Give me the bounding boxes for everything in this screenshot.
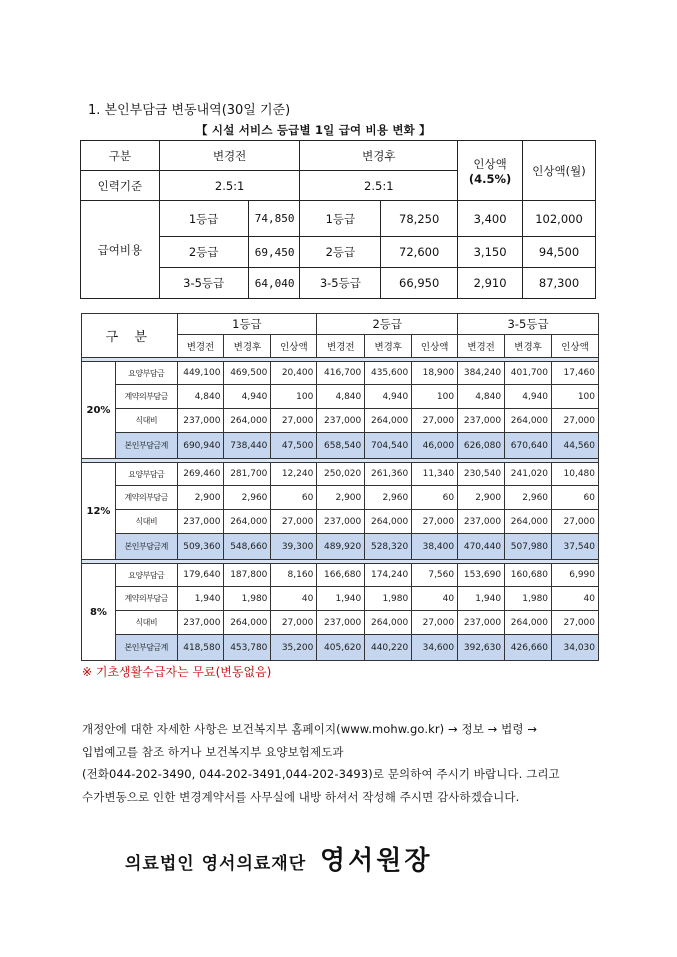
- value-cell: 44,560: [552, 433, 599, 459]
- value-cell: 4,840: [458, 385, 505, 409]
- grade-cost-table: [80, 140, 596, 299]
- table-row: [82, 362, 599, 385]
- rate-group-label: 12%: [82, 463, 116, 560]
- value-cell: 10,480: [552, 463, 599, 486]
- value-cell: 548,660: [224, 534, 271, 560]
- row-category: 본인부담금계: [115, 433, 177, 459]
- value-cell: 250,020: [317, 463, 365, 486]
- value-cell: 60: [271, 486, 317, 510]
- value-cell: 489,920: [317, 534, 365, 560]
- value-cell: 2,960: [505, 486, 552, 510]
- cost-after: 72,600: [381, 237, 458, 268]
- paragraph-line: 입법예고를 참조 하거나 보건복지부 요양보험제도과: [82, 744, 344, 759]
- paragraph-line: 수가변동으로 인한 변경계약서를 사무실에 내방 하셔서 작성해 주시면 감사하겠습니다.: [82, 789, 520, 804]
- cost-after: 78,250: [381, 201, 458, 237]
- table-row: [82, 486, 599, 510]
- subheader-cell: 변경전: [317, 335, 365, 358]
- value-cell: 470,440: [458, 534, 505, 560]
- value-cell: 264,000: [224, 611, 271, 635]
- value-cell: 528,320: [365, 534, 412, 560]
- grade-after: 3-5등급: [300, 268, 381, 299]
- info-paragraph: [82, 718, 642, 808]
- value-cell: 237,000: [458, 611, 505, 635]
- value-cell: 1,980: [505, 587, 552, 611]
- value-cell: 2,960: [365, 486, 412, 510]
- table-row: [82, 409, 599, 433]
- table-row: [82, 587, 599, 611]
- staff-before: 2.5:1: [159, 171, 300, 201]
- grade-header: 1등급: [177, 314, 317, 335]
- subheader-cell: 변경전: [458, 335, 505, 358]
- value-cell: 507,980: [505, 534, 552, 560]
- value-cell: 418,580: [177, 635, 224, 661]
- value-cell: 1,940: [317, 587, 365, 611]
- staff-label: 인력기준: [81, 171, 160, 201]
- value-cell: 670,640: [505, 433, 552, 459]
- value-cell: 264,000: [505, 510, 552, 534]
- value-cell: 1,940: [177, 587, 224, 611]
- value-cell: 1,980: [224, 587, 271, 611]
- cost-before: 74,850: [248, 201, 300, 237]
- grade-after: 2등급: [300, 237, 381, 268]
- value-cell: 1,940: [458, 587, 505, 611]
- row-category: 요양부담금: [115, 362, 177, 385]
- value-cell: 237,000: [177, 510, 224, 534]
- organization-name: 의료법인 영서의료재단: [125, 854, 307, 874]
- value-cell: 469,500: [224, 362, 271, 385]
- header-increase-month: 인상액(월): [523, 141, 596, 201]
- value-cell: 4,940: [365, 385, 412, 409]
- value-cell: 264,000: [505, 409, 552, 433]
- staff-after: 2.5:1: [300, 171, 458, 201]
- grade-before: 2등급: [159, 237, 248, 268]
- row-category: 계약의부담금: [115, 486, 177, 510]
- value-cell: 35,200: [271, 635, 317, 661]
- value-cell: 100: [552, 385, 599, 409]
- table-row: [82, 611, 599, 635]
- rate-group-label: 20%: [82, 362, 116, 459]
- value-cell: 237,000: [177, 611, 224, 635]
- value-cell: 153,690: [458, 564, 505, 587]
- row-category: 요양부담금: [115, 463, 177, 486]
- value-cell: 230,540: [458, 463, 505, 486]
- paragraph-line: 개정안에 대한 자세한 사항은 보건복지부 홈페이지(www.mohw.go.kr) → 정보 → 법령 →: [82, 722, 538, 736]
- cost-increase: 3,400: [458, 201, 523, 237]
- value-cell: 34,030: [552, 635, 599, 661]
- value-cell: 47,500: [271, 433, 317, 459]
- header-gubun: 구 분: [82, 314, 178, 358]
- subheader-cell: 인상액: [271, 335, 317, 358]
- value-cell: 40: [552, 587, 599, 611]
- value-cell: 1,980: [365, 587, 412, 611]
- value-cell: 2,900: [317, 486, 365, 510]
- cost-increase-month: 87,300: [523, 268, 596, 299]
- cost-increase: 2,910: [458, 268, 523, 299]
- value-cell: 37,540: [552, 534, 599, 560]
- value-cell: 7,560: [412, 564, 458, 587]
- value-cell: 237,000: [317, 409, 365, 433]
- row-category: 식대비: [115, 510, 177, 534]
- value-cell: 27,000: [271, 611, 317, 635]
- value-cell: 440,220: [365, 635, 412, 661]
- grade-before: 3-5등급: [159, 268, 248, 299]
- table-row: [82, 385, 599, 409]
- value-cell: 626,080: [458, 433, 505, 459]
- value-cell: 60: [552, 486, 599, 510]
- value-cell: 435,600: [365, 362, 412, 385]
- value-cell: 264,000: [365, 510, 412, 534]
- value-cell: 8,160: [271, 564, 317, 587]
- value-cell: 509,360: [177, 534, 224, 560]
- notice-text: ※ 기초생활수급자는 무료(변동없음): [82, 665, 272, 679]
- value-cell: 392,630: [458, 635, 505, 661]
- value-cell: 704,540: [365, 433, 412, 459]
- table-row: [82, 510, 599, 534]
- subheader-cell: 변경후: [224, 335, 271, 358]
- value-cell: 100: [271, 385, 317, 409]
- cost-before: 64,040: [248, 268, 300, 299]
- value-cell: 27,000: [271, 409, 317, 433]
- value-cell: 27,000: [412, 510, 458, 534]
- section-title: 1. 본인부담금 변동내역(30일 기준): [88, 103, 291, 118]
- value-cell: 264,000: [365, 409, 412, 433]
- cost-increase: 3,150: [458, 237, 523, 268]
- copay-table: [81, 313, 599, 661]
- value-cell: 4,940: [505, 385, 552, 409]
- cost-increase-month: 102,000: [523, 201, 596, 237]
- value-cell: 166,680: [317, 564, 365, 587]
- cost-label: 급여비용: [81, 201, 160, 299]
- row-category: 식대비: [115, 611, 177, 635]
- value-cell: 39,300: [271, 534, 317, 560]
- value-cell: 269,460: [177, 463, 224, 486]
- subheader-cell: 변경후: [365, 335, 412, 358]
- grade-before: 1등급: [159, 201, 248, 237]
- value-cell: 264,000: [365, 611, 412, 635]
- row-category: 식대비: [115, 409, 177, 433]
- row-category: 본인부담금계: [115, 534, 177, 560]
- value-cell: 27,000: [552, 611, 599, 635]
- value-cell: 738,440: [224, 433, 271, 459]
- paragraph-line: (전화044-202-3490, 044-202-3491,044-202-3493)로 문의하여 주시기 바랍니다. 그리고: [82, 767, 560, 781]
- signature: [125, 840, 432, 877]
- table-row: [82, 433, 599, 459]
- value-cell: 34,600: [412, 635, 458, 661]
- value-cell: 11,340: [412, 463, 458, 486]
- header-before: 변경전: [159, 141, 300, 171]
- value-cell: 27,000: [552, 409, 599, 433]
- value-cell: 405,620: [317, 635, 365, 661]
- value-cell: 27,000: [271, 510, 317, 534]
- cost-increase-month: 94,500: [523, 237, 596, 268]
- grade-after: 1등급: [300, 201, 381, 237]
- value-cell: 60: [412, 486, 458, 510]
- value-cell: 27,000: [412, 611, 458, 635]
- header-increase-label: 인상액: [473, 156, 507, 171]
- value-cell: 17,460: [552, 362, 599, 385]
- value-cell: 4,940: [224, 385, 271, 409]
- value-cell: 40: [271, 587, 317, 611]
- value-cell: 281,700: [224, 463, 271, 486]
- header-gubun: 구분: [81, 141, 160, 171]
- subheader-cell: 인상액: [552, 335, 599, 358]
- value-cell: 40: [412, 587, 458, 611]
- subheader-cell: 변경전: [177, 335, 224, 358]
- value-cell: 4,840: [177, 385, 224, 409]
- value-cell: 264,000: [224, 510, 271, 534]
- value-cell: 237,000: [458, 510, 505, 534]
- value-cell: 2,900: [177, 486, 224, 510]
- value-cell: 264,000: [224, 409, 271, 433]
- value-cell: 160,680: [505, 564, 552, 587]
- value-cell: 453,780: [224, 635, 271, 661]
- value-cell: 261,360: [365, 463, 412, 486]
- subheader-cell: 변경후: [505, 335, 552, 358]
- value-cell: 20,400: [271, 362, 317, 385]
- value-cell: 237,000: [177, 409, 224, 433]
- value-cell: 6,990: [552, 564, 599, 587]
- value-cell: 426,660: [505, 635, 552, 661]
- header-increase: [458, 141, 523, 201]
- row-category: 계약의부담금: [115, 385, 177, 409]
- value-cell: 384,240: [458, 362, 505, 385]
- value-cell: 2,900: [458, 486, 505, 510]
- value-cell: 237,000: [317, 510, 365, 534]
- value-cell: 187,800: [224, 564, 271, 587]
- cost-before: 69,450: [248, 237, 300, 268]
- table-row: [82, 564, 599, 587]
- row-category: 계약의부담금: [115, 587, 177, 611]
- value-cell: 100: [412, 385, 458, 409]
- value-cell: 46,000: [412, 433, 458, 459]
- value-cell: 416,700: [317, 362, 365, 385]
- value-cell: 264,000: [505, 611, 552, 635]
- grade-header: 2등급: [317, 314, 458, 335]
- value-cell: 449,100: [177, 362, 224, 385]
- value-cell: 237,000: [317, 611, 365, 635]
- value-cell: 241,020: [505, 463, 552, 486]
- grade-header: 3-5등급: [458, 314, 599, 335]
- table-row: [82, 463, 599, 486]
- value-cell: 18,900: [412, 362, 458, 385]
- value-cell: 38,400: [412, 534, 458, 560]
- table1-caption: 【 시설 서비스 등급별 1일 급여 비용 변화 】: [196, 123, 431, 137]
- table-row: [82, 635, 599, 661]
- subheader-cell: 인상액: [412, 335, 458, 358]
- value-cell: 179,640: [177, 564, 224, 587]
- value-cell: 12,240: [271, 463, 317, 486]
- header-increase-pct: (4.5%): [468, 171, 512, 186]
- header-after: 변경후: [300, 141, 458, 171]
- value-cell: 4,840: [317, 385, 365, 409]
- row-category: 본인부담금계: [115, 635, 177, 661]
- value-cell: 658,540: [317, 433, 365, 459]
- row-category: 요양부담금: [115, 564, 177, 587]
- value-cell: 690,940: [177, 433, 224, 459]
- table-row: [82, 534, 599, 560]
- value-cell: 27,000: [412, 409, 458, 433]
- value-cell: 27,000: [552, 510, 599, 534]
- cost-after: 66,950: [381, 268, 458, 299]
- value-cell: 401,700: [505, 362, 552, 385]
- value-cell: 2,960: [224, 486, 271, 510]
- director-title: 영서원장: [319, 846, 433, 876]
- value-cell: 237,000: [458, 409, 505, 433]
- rate-group-label: 8%: [82, 564, 116, 661]
- value-cell: 174,240: [365, 564, 412, 587]
